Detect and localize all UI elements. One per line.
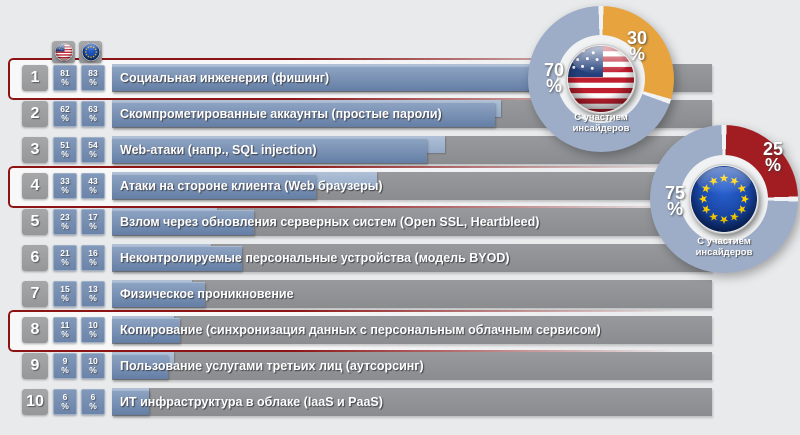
- us-percent-badge: [53, 389, 77, 415]
- us-percent-value: 11: [60, 320, 70, 330]
- percent-sign: %: [89, 365, 97, 375]
- eu-percent-badge: [81, 209, 105, 235]
- percent-sign: %: [61, 257, 69, 267]
- eu-percent-badge: [81, 65, 105, 91]
- percent-sign: %: [89, 257, 97, 267]
- us-percent-badge: [53, 209, 77, 235]
- eu-percent-badge: [81, 101, 105, 127]
- us-percent-value: 23: [60, 212, 70, 222]
- rank-badge: 10: [22, 389, 48, 415]
- attack-label: Атаки на стороне клиента (Web браузеры): [120, 179, 383, 193]
- eu-percent-badge: [81, 245, 105, 271]
- us-percent-value: 51: [60, 140, 70, 150]
- percent-sign: %: [89, 185, 97, 195]
- eu-percent-value: 16: [88, 248, 98, 258]
- us-percent-badge: [53, 65, 77, 91]
- bar-zone: [112, 244, 712, 272]
- percent-sign: %: [61, 185, 69, 195]
- us-percent-badge: [53, 353, 77, 379]
- us-outside-percent: 30 %: [626, 28, 648, 64]
- percent-sign: %: [89, 401, 97, 411]
- percent-sign: %: [61, 401, 69, 411]
- percent-sign: %: [61, 329, 69, 339]
- rank-badge: 9: [22, 353, 48, 379]
- table-row: [0, 100, 800, 128]
- rank-badge: 1: [22, 65, 48, 91]
- eu-percent-value: 63: [88, 104, 98, 114]
- bar-zone: [112, 388, 712, 416]
- percent-sign: %: [61, 113, 69, 123]
- attack-label: Скомпрометированные аккаунты (простые пароли): [120, 107, 442, 121]
- eu-percent-value: 10: [88, 320, 98, 330]
- rank-badge: 5: [22, 209, 48, 235]
- us-percent-badge: [53, 245, 77, 271]
- bar-zone: [112, 352, 712, 380]
- eu-percent-value: 43: [88, 176, 98, 186]
- us-percent-badge: [53, 173, 77, 199]
- rank-badge: 6: [22, 245, 48, 271]
- eu-column-header: [79, 41, 102, 63]
- table-row: [0, 352, 800, 380]
- us-inside-percent: 70 %: [543, 60, 565, 96]
- attack-label: ИТ инфраструктура в облаке (IaaS и PaaS): [120, 395, 383, 409]
- eu-percent-value: 83: [88, 68, 98, 78]
- percent-sign: %: [61, 293, 69, 303]
- us-insiders-donut: [528, 6, 674, 152]
- eu-percent-badge: [81, 317, 105, 343]
- us-percent-value: 9: [62, 356, 68, 366]
- percent-sign: %: [61, 365, 69, 375]
- rank-badge: 3: [22, 137, 48, 163]
- us-percent-badge: [53, 137, 77, 163]
- bar-zone: [112, 280, 712, 308]
- table-row: [0, 60, 800, 96]
- percent-sign: %: [89, 113, 97, 123]
- eu-percent-badge: [81, 281, 105, 307]
- attack-label: Пользование услугами третьих лиц (аутсорсинг): [120, 359, 424, 373]
- eu-donut-caption: С участием инсайдеров: [695, 236, 753, 258]
- us-donut-caption: С участием инсайдеров: [572, 112, 630, 134]
- eu-percent-value: 6: [90, 392, 96, 402]
- eu-percent-badge: [81, 173, 105, 199]
- percent-sign: %: [89, 77, 97, 87]
- bar-zone: [112, 208, 712, 236]
- attack-label: Социальная инженерия (фишинг): [120, 71, 330, 85]
- table-row: [0, 280, 800, 308]
- percent-sign: %: [89, 221, 97, 231]
- us-percent-value: 6: [62, 392, 68, 402]
- percent-sign: %: [89, 149, 97, 159]
- eu-percent-value: 13: [88, 284, 98, 294]
- rank-badge: 8: [22, 317, 48, 343]
- percent-sign: %: [61, 149, 69, 159]
- attack-label: Копирование (синхронизация данных с персональным облачным сервисом): [120, 323, 601, 337]
- percent-sign: %: [89, 293, 97, 303]
- bar-zone: [112, 316, 712, 344]
- table-row: [0, 388, 800, 416]
- eu-percent-value: 17: [88, 212, 98, 222]
- eu-percent-badge: [81, 353, 105, 379]
- us-percent-value: 33: [60, 176, 70, 186]
- attack-label: Неконтролируемые персональные устройства (модель BYOD): [120, 251, 510, 265]
- us-percent-value: 81: [60, 68, 70, 78]
- us-percent-value: 62: [60, 104, 70, 114]
- eu-percent-value: 10: [88, 356, 98, 366]
- percent-sign: %: [61, 77, 69, 87]
- eu-percent-value: 54: [88, 140, 98, 150]
- rank-badge: 4: [22, 173, 48, 199]
- us-percent-value: 15: [60, 284, 70, 294]
- us-percent-badge: [53, 317, 77, 343]
- table-row: [0, 316, 800, 344]
- us-percent-badge: [53, 281, 77, 307]
- eu-insiders-donut: [650, 125, 798, 273]
- eu-outside-percent: 25 %: [762, 139, 784, 175]
- attack-label: Физическое проникновение: [120, 287, 294, 301]
- attack-label: Взлом через обновления серверных систем (Open SSL, Heartbleed): [120, 215, 540, 229]
- attack-label: Web-атаки (напр., SQL injection): [120, 143, 317, 157]
- percent-sign: %: [89, 329, 97, 339]
- eu-flag-icon: [82, 43, 100, 61]
- eu-percent-badge: [81, 137, 105, 163]
- us-percent-badge: [53, 101, 77, 127]
- us-flag-icon: [55, 43, 73, 61]
- us-percent-value: 21: [60, 248, 70, 258]
- eu-inside-percent: 75 %: [664, 183, 686, 219]
- percent-sign: %: [61, 221, 69, 231]
- us-column-header: [52, 41, 75, 63]
- eu-flag-icon: [689, 164, 759, 234]
- bar-zone: [112, 172, 712, 200]
- rank-badge: 2: [22, 101, 48, 127]
- eu-percent-badge: [81, 389, 105, 415]
- rank-badge: 7: [22, 281, 48, 307]
